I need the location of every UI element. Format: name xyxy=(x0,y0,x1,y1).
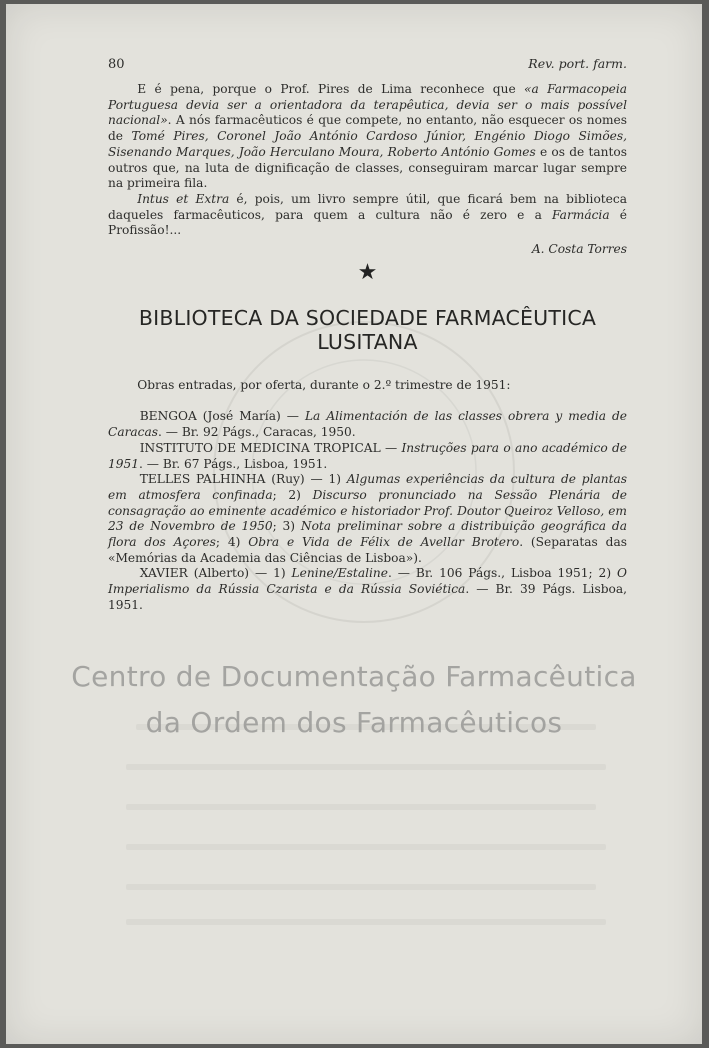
entry-title: La Alimentación de las classes obrera y media de Caracas xyxy=(108,409,628,440)
entry-title: Nota preliminar sobre a distribuição geográfica da flora dos Açores xyxy=(108,519,627,550)
section-intro: Obras entradas, por oferta, durante o 2.º trimestre de 1951: xyxy=(137,377,511,392)
section-title-line-2: LUSITANA xyxy=(317,329,418,354)
journal-title: Rev. port. farm. xyxy=(528,56,627,71)
entry-title: Lenine/Estaline xyxy=(291,566,388,581)
star-separator: ★ xyxy=(357,259,378,285)
entry-title: Discurso pronunciado na Sessão Plenária de consagração ao eminente académico e historiador Prof. Doutor Queiroz Velloso, em 23 de Novembro de 1950 xyxy=(108,487,627,534)
review-author: A. Costa Torres xyxy=(531,242,627,257)
section-title-line-1: BIBLIOTECA DA SOCIEDADE FARMACÊUTICA xyxy=(138,305,597,330)
text-run: é, pois, um livro sempre útil, que ficará bem na biblioteca daqueles farmacêuticos, para quem a cultura não é zero e a xyxy=(108,191,627,222)
entry-telles-palhinha xyxy=(108,472,627,566)
text-run: ; 4) xyxy=(215,535,249,550)
text-run: E é pena, porque o Prof. Pires de Lima reconhece que xyxy=(137,82,525,96)
entry-xavier xyxy=(108,566,627,613)
watermark-line-1: Centro de Documentação Farmacêutica xyxy=(71,660,637,693)
text-run: e os de tantos outros que, na luta de dignificação de classes, conseguiram marcar lugar sempre na primeira fila. xyxy=(108,144,627,191)
entry-details: . — Br. 92 Págs., Caracas, 1950. xyxy=(158,425,356,440)
entry-instituto xyxy=(108,441,627,472)
entry-author: INSTITUTO DE MEDICINA TROPICAL xyxy=(139,440,381,455)
text-run: — 1) xyxy=(249,566,292,581)
text-run: . A nós farmacêuticos é que compete, no entanto, não esquecer os nomes de xyxy=(108,113,627,144)
watermark-line-2: da Ordem dos Farmacêuticos xyxy=(145,706,563,739)
entry-author: TELLES PALHINHA (Ruy) xyxy=(139,472,305,487)
entry-title: Obra e Vida de Félix de Avellar Brotero xyxy=(248,535,520,550)
page-number: 80 xyxy=(108,57,125,72)
text-run: — xyxy=(280,409,305,424)
entry-author: XAVIER (Alberto) xyxy=(139,566,250,581)
page-content xyxy=(108,56,627,614)
text-run: ; 2) xyxy=(272,487,313,502)
review-paragraph-2 xyxy=(108,192,627,239)
entry-author: BENGOA (José María) xyxy=(139,409,281,424)
text-run: ; 3) xyxy=(272,519,301,534)
entry-title: Instruções para o ano académico de 1951 xyxy=(108,440,628,471)
entry-details: . (Separatas das «Memórias da Academia das Ciências de Lisboa»). xyxy=(108,535,627,565)
text-run: . — Br. 106 Págs., Lisboa 1951; 2) xyxy=(387,566,617,581)
text-run: — 1) xyxy=(304,472,347,487)
entry-bengoa xyxy=(108,409,627,440)
section-title xyxy=(108,306,627,354)
book-title: Intus et Extra xyxy=(137,191,230,206)
quote: «a Farmacopeia Portuguesa devia ser a orientadora da terapêutica, devia ser o mais possível nacional» xyxy=(108,82,627,128)
running-header xyxy=(108,56,627,82)
document-page xyxy=(6,4,702,1044)
text-run: — xyxy=(380,440,402,455)
entry-details: . — Br. 39 Págs. Lisboa, 1951. xyxy=(108,582,627,612)
names-list: Tomé Pires, Coronel João António Cardoso Júnior, Engénio Diogo Simões, Sisenando Marques, João Herculano Moura, Roberto António Gomes xyxy=(108,129,628,159)
text-run: é Profissão!... xyxy=(108,207,628,238)
review-paragraph-1 xyxy=(108,82,627,192)
emphasis: Farmácia xyxy=(552,207,610,222)
entry-details: . — Br. 67 Págs., Lisboa, 1951. xyxy=(139,456,328,471)
entry-list xyxy=(108,409,627,613)
entry-title: Algumas experiências da cultura de plantas em atmosfera confinada xyxy=(108,472,628,502)
entry-title: O Imperialismo da Rússia Czarista e da Rússia Soviética xyxy=(108,566,627,597)
